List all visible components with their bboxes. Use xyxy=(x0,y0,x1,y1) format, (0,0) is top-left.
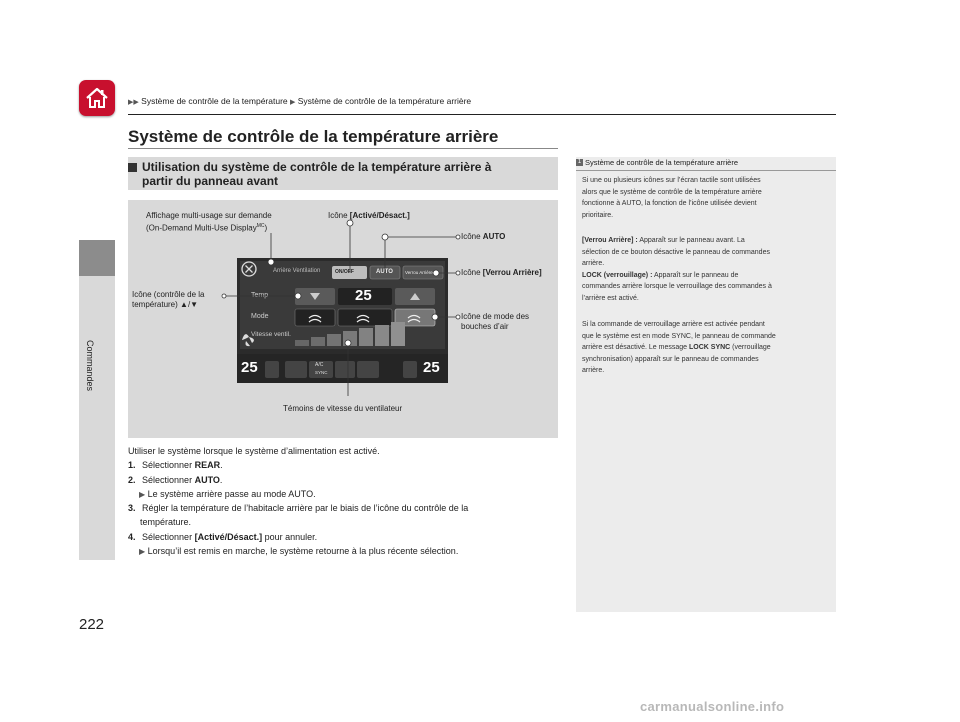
callout-mode-icon: Icône de mode des bouches d’air xyxy=(461,312,530,331)
screen-onoff-button[interactable]: ON/OFF xyxy=(335,269,354,275)
screen-temp-value: 25 xyxy=(355,287,372,304)
header-rule xyxy=(128,114,836,115)
callout-onoff-icon: Icône [Activé/Désact.] xyxy=(328,211,410,220)
side-section-label: Commandes xyxy=(85,340,95,392)
subheading-text: Utilisation du système de contrôle de la température arrière à partir du panneau avant xyxy=(142,160,492,188)
note-paragraph-2: [Verrou Arrière] : Apparaît sur le panneau avant. La sélection de ce bouton désactive le panneau de commandes arrière. LOCK (verrouillage) : Apparaît sur le panneau de commandes arrière lorsque le verrouillage des commandes à l’arrière est activé. xyxy=(582,237,772,302)
title-rule xyxy=(128,148,558,149)
watermark: carmanualsonline.info xyxy=(640,699,785,714)
step-3: 3. Régler la température de l’habitacle arrière par le biais de l’icône du contrôle de la xyxy=(128,503,469,513)
result-arrow-icon: ▶ xyxy=(139,490,146,499)
screen-ac-button[interactable]: A/C xyxy=(315,362,324,368)
callout-temp-icon: Icône (contrôle de la température) ▲/▼ xyxy=(132,290,205,309)
screen-mode-label: Mode xyxy=(251,313,269,320)
note-number-icon: 1 xyxy=(577,159,582,165)
step-3-cont: température. xyxy=(140,517,192,527)
subheading-box xyxy=(128,157,558,190)
callout-lock-icon: Icône [Verrou Arrière] xyxy=(461,268,542,277)
callout-fan-indicators: Témoins de vitesse du ventilateur xyxy=(283,404,403,413)
note-paragraph-1: Si une ou plusieurs icônes sur l’écran tactile sont utilisées alors que le système de contrôle de la température arrière fonctionne à AUTO, la fonction de l’icône utilisée devient prioritaire. xyxy=(582,177,762,219)
breadcrumb-arrow-icon: ▶ xyxy=(290,99,296,106)
page-number: 222 xyxy=(79,616,105,633)
breadcrumb-arrow-icon: ▶▶ xyxy=(128,99,139,106)
subheading-square-icon xyxy=(128,163,137,172)
side-tab-band xyxy=(79,240,115,560)
notes-header: 1 Système de contrôle de la température arrière xyxy=(576,157,836,170)
screen-lock-button[interactable]: Verrou Arrière xyxy=(405,270,433,275)
step-2-result: ▶ Le système arrière passe au mode AUTO. xyxy=(139,489,316,499)
home-icon xyxy=(84,85,110,111)
instructions-intro: Utiliser le système lorsque le système d’alimentation est activé. xyxy=(128,446,380,456)
callout-multiuse-display: Affichage multi-usage sur demande (On-Demand Multi-Use Display$^{MC}$) xyxy=(146,211,272,233)
screen-fan-label: Vitesse ventil. xyxy=(251,331,291,338)
screen-sync-button[interactable]: SYNC xyxy=(315,370,328,375)
screen-auto-button[interactable]: AUTO xyxy=(376,269,393,275)
step-4-result: ▶ Lorsqu’il est remis en marche, le système retourne à la plus récente sélection. xyxy=(139,546,459,556)
screen-temp-label: Temp xyxy=(251,292,269,299)
result-arrow-icon: ▶ xyxy=(139,547,146,556)
page-title: Système de contrôle de la température arrière xyxy=(128,127,499,146)
step-1: 1. Sélectionner REAR. xyxy=(128,460,223,470)
side-tab-square xyxy=(79,240,115,276)
step-2: 2. Sélectionner AUTO. xyxy=(128,475,223,485)
notes-panel xyxy=(576,157,836,612)
home-button[interactable] xyxy=(79,80,115,116)
callout-auto-icon: Icône AUTO xyxy=(461,232,506,241)
breadcrumb-level2[interactable]: Système de contrôle de la température arrière xyxy=(297,96,472,106)
screen-title: Arrière Ventilation xyxy=(273,268,321,274)
breadcrumb-level1[interactable]: Système de contrôle de la température xyxy=(141,96,288,106)
screen-bottom-left-temp: 25 xyxy=(241,359,258,376)
note-paragraph-3: Si la commande de verrouillage arrière est activée pendant que le système est en mode SYNC, le panneau de commande arrière est désactivé. Le message LOCK SYNC (verrouillage synchronisation) apparaît sur le panneau de commandes arrière. xyxy=(582,321,776,375)
step-4: 4. Sélectionner [Activé/Désact.] pour annuler. xyxy=(128,532,318,542)
screen-bottom-right-temp: 25 xyxy=(423,359,440,376)
breadcrumb xyxy=(128,96,471,106)
